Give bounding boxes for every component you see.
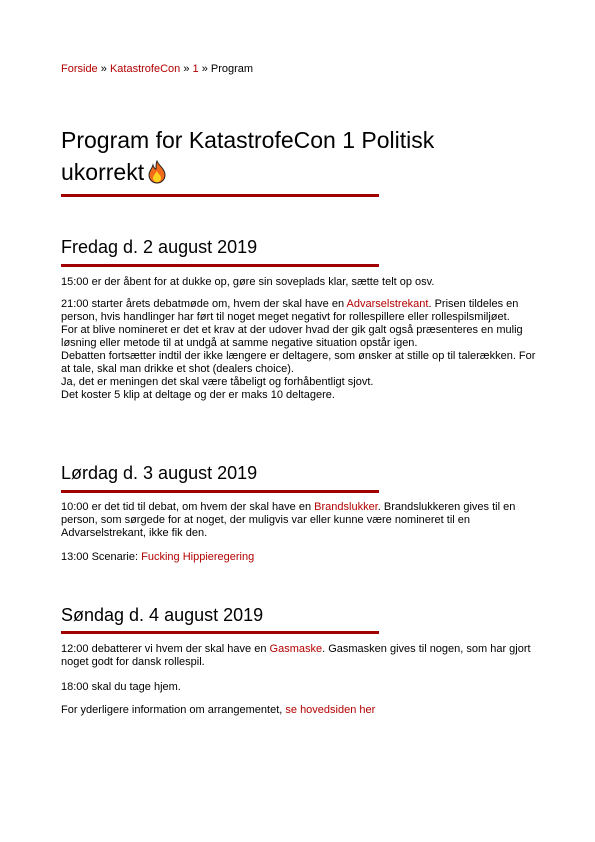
sunday-text: 12:00 debatterer vi hvem der skal have en [61,643,270,655]
friday-paragraph-1: 15:00 er der åbent for at dukke op, gøre sin soveplads klar, sætte telt op osv. [61,276,435,288]
breadcrumb-edition-link[interactable]: 1 [192,63,199,75]
sunday-paragraph-3 [61,704,539,717]
advarselstrekant-link[interactable]: Advarselstrekant [346,298,429,310]
flame-icon [147,160,167,184]
breadcrumb-separator: » [183,63,190,75]
brandslukker-link[interactable]: Brandslukker [314,501,378,513]
breadcrumb-separator: » [201,63,208,75]
page-title [61,124,501,188]
day-divider [61,631,379,634]
fucking-hippieregering-link[interactable]: Fucking Hippieregering [141,551,255,563]
saturday-text: . Brandslukkeren gives til en person, som sørgede for at noget, der muligvis var eller kunne være nomineret til en Advarselstrekant, ikke fik den. [61,501,516,539]
friday-text: Debatten fortsætter indtil der ikke længere er deltagere, som ønsker at stille op til talerækken. For at tale, skal man drikke et shot (dealers choice). [61,350,536,375]
sunday-paragraph-1 [61,643,539,669]
day-heading-saturday: Lørdag d. 3 august 2019 [61,463,258,483]
friday-text: Ja, det er meningen det skal være tåbeligt og forhåbentligt sjovt. [61,376,374,388]
saturday-text: 10:00 er det tid til debat, om hvem der skal have en [61,501,315,513]
saturday-text: 13:00 Scenarie: [61,551,142,563]
breadcrumb-separator: » [100,63,107,75]
breadcrumb-event-link[interactable]: KatastrofeCon [109,63,181,75]
day-divider [61,490,379,493]
day-heading-friday: Fredag d. 2 august 2019 [61,237,258,257]
friday-text: 21:00 starter årets debatmøde om, hvem der skal have en [61,298,347,310]
friday-text: . Prisen tildeles en person, hvis handlinger har ført til noget meget negativt for rollespillere eller rollespilsmiljøet. [61,298,519,323]
day-heading-sunday: Søndag d. 4 august 2019 [61,605,264,625]
saturday-paragraph-1 [61,501,539,540]
gasmaske-link[interactable]: Gasmaske [269,643,323,655]
saturday-paragraph-2 [61,551,539,564]
friday-text: For at blive nomineret er det et krav at der udover hvad der gik galt også præsenteres en mulig løsning eller metode til at undgå at samme negative situation opstår igen. [61,324,523,349]
day-divider [61,264,379,267]
sunday-paragraph-2: 18:00 skal du tage hjem. [61,681,181,693]
breadcrumb-current: Program [210,63,254,75]
sunday-text: . Gasmasken gives til nogen, som har gjort noget godt for dansk rollespil. [61,643,531,668]
friday-paragraph-2 [61,298,539,402]
title-divider [61,194,379,197]
page-title-text: Program for KatastrofeCon 1 Politisk ukorrekt [61,127,435,185]
breadcrumb-home-link[interactable]: Forside [61,63,98,75]
friday-text: Det koster 5 klip at deltage og der er maks 10 deltagere. [61,389,335,401]
sunday-text: For yderligere information om arrangementet, [61,704,286,716]
main-page-link[interactable]: se hovedsiden her [285,704,376,716]
breadcrumb [61,62,253,76]
